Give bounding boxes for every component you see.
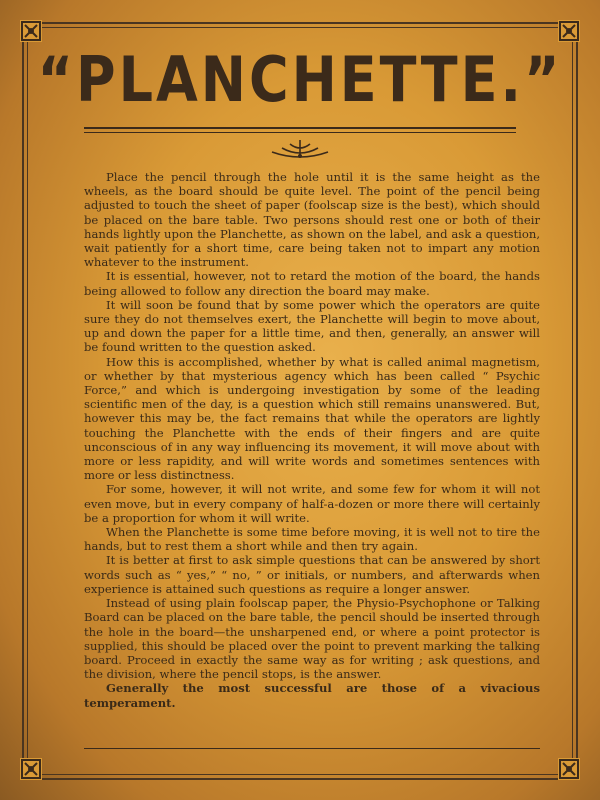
paragraph: For some, however, it will not write, and some few for whom it will not even move, but in every company of half-a-dozen or more there will certainly be a proportion for whom it will write. — [84, 482, 540, 525]
paragraph: It will soon be found that by some power which the operators are quite sure they do not themselves exert, the Planchette will begin to move about, up and down the paper for a little time, and then, generally, an answer will be found written to the question asked. — [84, 297, 540, 355]
paragraph: It is essential, however, not to retard the motion of the board, the hands being allowed to follow any direction the board may make. — [84, 269, 540, 298]
corner-ornament-icon — [558, 20, 580, 42]
title-rule — [84, 127, 516, 129]
corner-ornament-icon — [20, 758, 42, 780]
paragraph: Place the pencil through the hole until it is the same height as the wheels, as the board should be quite level. The point of the pencil being adjusted to touch the sheet of paper (foolscap size is the best), which should be placed on the bare table. Two persons should rest one or both of their hands lightly upon the Planchette, as shown on the label, and ask a question, wait patiently for a short time, care being taken not to impart any motion whatever to the instrument. — [84, 170, 540, 270]
paragraph: How this is accomplished, whether by what is called animal magnetism, or whether by that mysterious agency which has been called “ Psychic Force,” and which is undergoing investigation by some of the leading scientific men of the day, is a question which still remains unanswered. But, however this may be, the fact remains that while the operators are lightly touching the Planchette with the ends of their fingers and are quite unconscious of in any way influencing its movement, it will move about with more or less rapidity, and will write words and sometimes sentences with more or less distinctness. — [84, 354, 540, 483]
fleuron-icon — [268, 138, 332, 160]
paragraph: When the Planchette is some time before moving, it is well not to tire the hands, but to rest them a short while and then try again. — [84, 525, 540, 554]
page-title: “PLANCHETTE.” — [37, 43, 563, 116]
instructions-body — [84, 170, 540, 710]
closing-paragraph: Generally the most successful are those of a vivacious temperament. — [84, 681, 540, 710]
bottom-rule — [84, 748, 540, 749]
title-rule-thin — [84, 132, 516, 133]
paragraph: Instead of using plain foolscap paper, the Physio-Psychophone or Talking Board can be placed on the bare table, the pencil should be inserted through the hole in the board—the unsharpened end, or where a point protector is supplied, this should be placed over the point to prevent marking the talking board. Proceed in exactly the same way as for writing ; ask questions, and the division, where the pencil stops, is the answer. — [84, 596, 540, 682]
paragraph: It is better at first to ask simple questions that can be answered by short words such as “ yes,” “ no, ” or initials, or numbers, and afterwards when experience is attained such questions as require a longer answer. — [84, 553, 540, 596]
corner-ornament-icon — [20, 20, 42, 42]
corner-ornament-icon — [558, 758, 580, 780]
